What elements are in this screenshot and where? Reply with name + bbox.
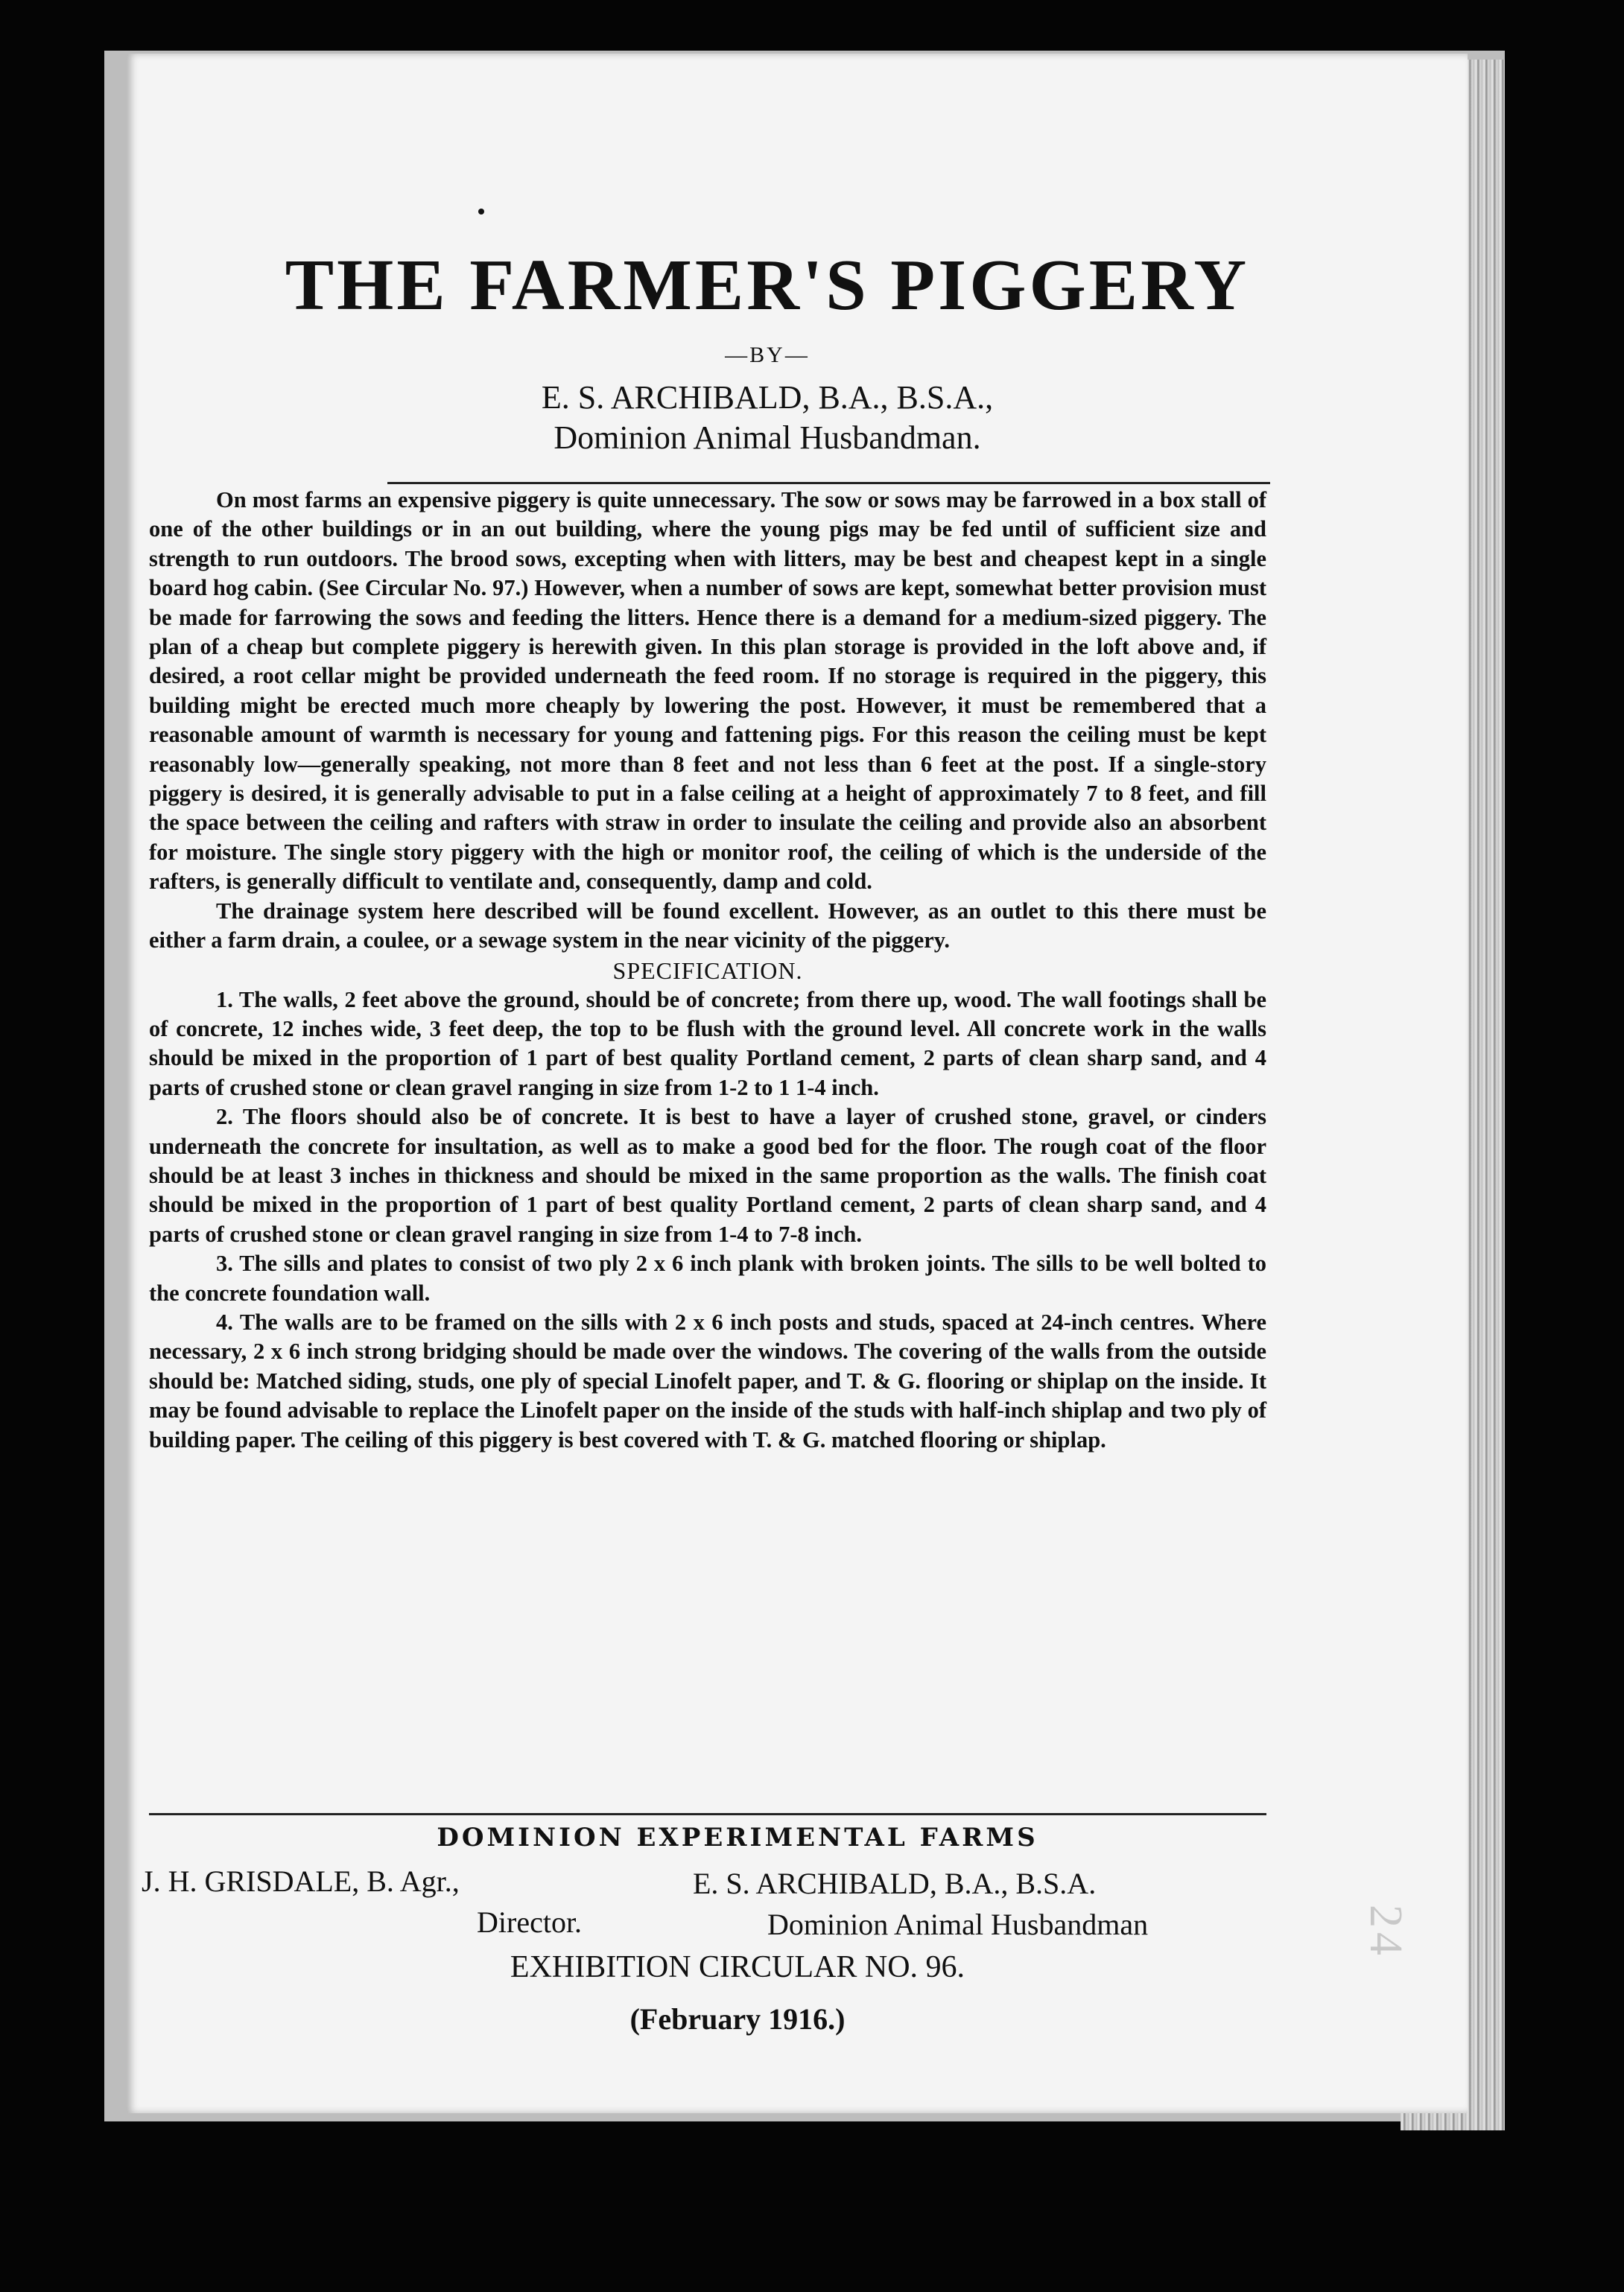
paragraph: The drainage system here described will be found excellent. However, as an outlet to this there must be either a farm drain, a coulee, or a sewage system in the near vicinity of the piggery.: [149, 898, 1266, 953]
paragraph: On most farms an expensive piggery is quite unnecessary. The sow or sows may be farrowed in a box stall of one of the other buildings or in an out building, where the young pigs may be fed until of sufficient size and strength to run outdoors. The brood sows, excepting when with litters, may be best and cheapest kept in a single board hog cabin. (See Circular No. 97.) However, when a number of sows are kept, somewhat better provision must be made for farrowing the sows and feeding the litters. Hence there is a demand for a medium-sized piggery. The plan of a cheap but complete piggery is herewith given. In this plan storage is provided in the loft above and, if desired, a root cellar might be provided underneath the feed room. If no storage is required in the piggery, this building might be erected much more cheaply by lowering the post. However, it must be remembered that a reasonable amount of warmth is necessary for young and fattening pigs. For this reason the ceiling must be kept reasonably low—generally speaking, not more than 8 feet and not less than 6 feet at the post. If a single-story piggery is desired, it is generally advisable to put in a false ceiling at a height of approximately 7 to 8 feet, and fill the space between the ceiling and rafters with straw in order to insulate the ceiling and provide also an absorbent for moisture. The single story piggery with the high or monitor roof, the ceiling of which is the underside of the rafters, is generally difficult to ventilate and, consequently, damp and cold.: [149, 487, 1266, 895]
specification-item: 3. The sills and plates to consist of two ply 2 x 6 inch plank with broken joints. The sills to be well bolted to the concrete foundation wall.: [149, 1251, 1266, 1306]
margin-stamp: 24: [1360, 1905, 1411, 1960]
director-title: Director.: [477, 1905, 583, 1939]
author-role: Dominion Animal Husbandman.: [554, 419, 981, 456]
document-title: THE FARMER'S PIGGERY: [285, 245, 1250, 326]
circular-number: EXHIBITION CIRCULAR NO. 96.: [510, 1950, 965, 1984]
specification-item: 4. The walls are to be framed on the sills with 2 x 6 inch posts and studs, spaced at 24-inch centres. Where necessary, 2 x 6 inch strong bridging should be made over the windows. The covering of the walls from the outside should be: Matched siding, studs, one ply of special Linofelt paper, and T. & G. flooring or shiplap on the inside. It may be found advisable to replace the Linofelt paper on the inside of the studs with half-inch shiplap and two ply of building paper. The ceiling of this piggery is best covered with T. & G. matched flooring or shiplap.: [149, 1309, 1266, 1453]
document-page: [127, 54, 1468, 2113]
ink-dot: [478, 209, 484, 215]
publication-date: (February 1916.): [629, 2002, 846, 2036]
by-line: —BY—: [725, 343, 810, 367]
footer-rule: [149, 1813, 1266, 1815]
body-text: [149, 486, 1266, 1455]
author-block: [171, 378, 1363, 458]
specification-item: 2. The floors should also be of concrete. It is best to have a layer of crushed stone, gravel, or cinders underneath the concrete for insultation, as well as to make a good bed for the floor. The rough coat of the floor should be at least 3 inches in thickness and should be mixed in the same proportion as the walls. The finish coat should be mixed in the proportion of 1 part of best quality Portland cement, 2 parts of clean sharp sand, and 4 parts of crushed stone or clean gravel ranging in size from 1-4 to 7-8 inch.: [149, 1104, 1266, 1247]
director-name: J. H. GRISDALE, B. Agr.,: [142, 1864, 460, 1898]
footer-organization: DOMINION EXPERIMENTAL FARMS: [437, 1823, 1038, 1853]
husbandman-title: Dominion Animal Husbandman: [767, 1908, 1149, 1941]
header-rule: [387, 482, 1270, 484]
husbandman-name: E. S. ARCHIBALD, B.A., B.S.A.: [693, 1867, 1097, 1900]
specification-item: 1. The walls, 2 feet above the ground, should be of concrete; from there up, wood. The wall footings shall be of concrete, 12 inches wide, 3 feet deep, the top to be flush with the ground level. All concrete work in the walls should be mixed in the proportion of 1 part of best quality Portland cement, 2 parts of clean sharp sand, and 4 parts of crushed stone or clean gravel ranging in size from 1-2 to 1 1-4 inch.: [149, 986, 1266, 1100]
author-name: E. S. ARCHIBALD, B.A., B.S.A.,: [541, 379, 994, 416]
specification-heading: SPECIFICATION.: [612, 956, 803, 984]
